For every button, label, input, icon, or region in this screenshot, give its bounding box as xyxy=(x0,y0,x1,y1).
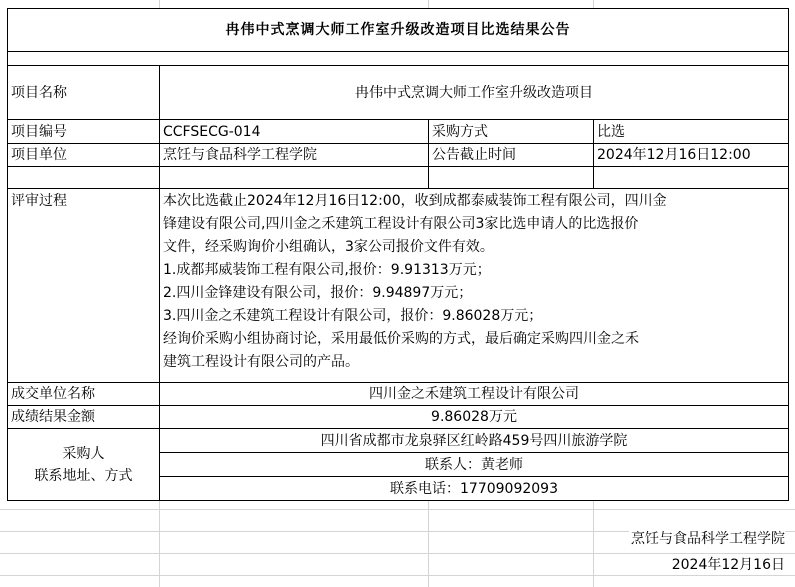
footer-date: 2024年12月16日 xyxy=(670,554,785,574)
review-line: 建筑工程设计有限公司的产品。 xyxy=(163,354,359,370)
review-line: 3.四川金之禾建筑工程设计有限公司，报价：9.86028万元； xyxy=(163,308,543,324)
winner-label: 成交单位名称 xyxy=(8,383,160,406)
project-no-label: 项目编号 xyxy=(8,120,160,144)
review-line: 本次比选截止2024年12月16日12:00，收到成都泰威装饰工程有限公司，四川金 xyxy=(163,193,667,209)
empty-cell xyxy=(594,167,789,189)
purchase-method-value: 比选 xyxy=(594,120,789,144)
buyer-label-line: 联系地址、方式 xyxy=(34,467,133,484)
purchase-method-label: 采购方式 xyxy=(429,120,594,144)
spacer-row xyxy=(8,52,789,66)
buyer-label-line: 采购人 xyxy=(62,445,105,462)
page-title: 冉伟中式烹调大师工作室升级改造项目比选结果公告 xyxy=(8,9,789,52)
review-line: 文件，经采购询价小组确认，3家公司报价文件有效。 xyxy=(163,239,494,255)
announcement-table xyxy=(7,8,789,501)
project-no-value: CCFSECG-014 xyxy=(160,120,429,144)
empty-cell xyxy=(160,167,429,189)
winner-value: 四川金之禾建筑工程设计有限公司 xyxy=(160,383,789,406)
review-line: 经询价采购小组协商讨论，采用最低价采购的方式，最后确定采购四川金之禾 xyxy=(163,331,639,347)
buyer-label xyxy=(8,429,160,501)
footer-org: 烹饪与食品科学工程学院 xyxy=(629,528,785,548)
amount-value: 9.86028万元 xyxy=(160,406,789,429)
empty-cell xyxy=(429,167,594,189)
amount-label: 成绩结果金额 xyxy=(8,406,160,429)
gridline xyxy=(0,509,795,510)
review-line: 锋建设有限公司,四川金之禾建筑工程设计有限公司3家比选申请人的比选报价 xyxy=(163,216,639,232)
gridline xyxy=(0,575,795,576)
buyer-contact: 联系人：黄老师 xyxy=(160,453,789,477)
project-unit-label: 项目单位 xyxy=(8,144,160,167)
buyer-address: 四川省成都市龙泉驿区红岭路459号四川旅游学院 xyxy=(160,429,789,453)
project-name-label: 项目名称 xyxy=(8,66,160,120)
review-line: 1.成都邦威装饰工程有限公司,报价：9.91313万元； xyxy=(163,262,491,278)
review-label: 评审过程 xyxy=(8,189,160,383)
deadline-value: 2024年12月16日12:00 xyxy=(594,144,789,167)
project-unit-value: 烹饪与食品科学工程学院 xyxy=(160,144,429,167)
project-name-value: 冉伟中式烹调大师工作室升级改造项目 xyxy=(160,66,789,120)
review-body xyxy=(160,189,789,383)
empty-cell xyxy=(8,167,160,189)
deadline-label: 公告截止时间 xyxy=(429,144,594,167)
buyer-phone: 联系电话：17709092093 xyxy=(160,477,789,501)
review-line: 2.四川金锋建设有限公司，报价：9.94897万元； xyxy=(163,285,473,301)
